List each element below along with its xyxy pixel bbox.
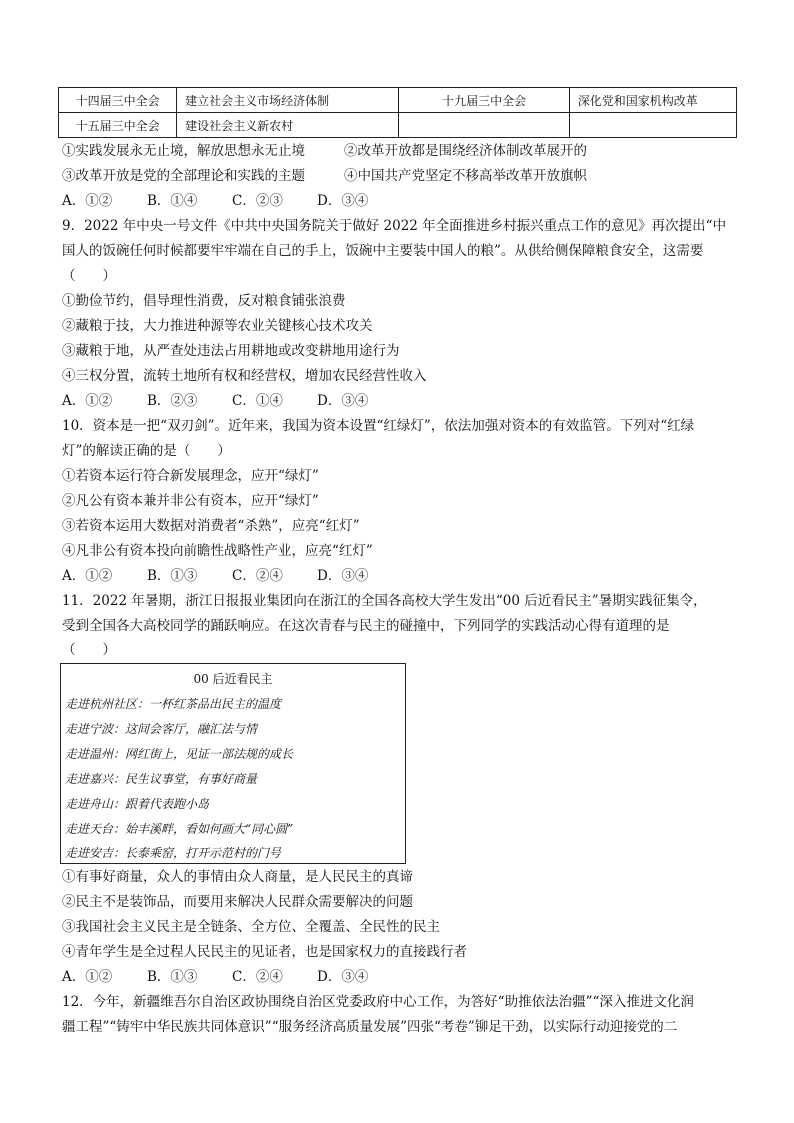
q8-statement-1: ①实践发展永无止境，解放思想永无止境 <box>62 143 305 159</box>
q10-statement-1: ①若资本运行符合新发展理念，应开“绿灯” <box>62 468 319 484</box>
option-b[interactable]: B．①③ <box>147 568 198 584</box>
q9-stem-line2: 国人的饭碗任何时候都要牢牢端在自己的手上，饭碗中主要装中国人的粮”。从供给侧保障粮食安全，这需要 <box>62 243 704 259</box>
material-box-row: 走进杭州社区：一杯红茶品出民主的温度 <box>65 697 282 711</box>
table-cell: 建设社会主义新农村 <box>177 113 399 138</box>
q9-options <box>62 390 368 412</box>
table-cell: 建立社会主义市场经济体制 <box>177 88 399 113</box>
material-box-row: 走进舟山：跟着代表跑小岛 <box>65 797 210 811</box>
option-a[interactable]: A．①② <box>62 568 113 584</box>
q12-stem-line1: 12．今年，新疆维吾尔自治区政协围绕自治区党委政府中心工作，为答好“助推依法治疆”“深入推进文化润 <box>62 994 694 1010</box>
table-row <box>59 88 737 113</box>
option-b[interactable]: B．①④ <box>147 193 198 209</box>
q10-options <box>62 565 368 587</box>
option-d[interactable]: D．③④ <box>317 393 369 409</box>
table-cell: 十九届三中全会 <box>399 88 569 113</box>
option-d[interactable]: D．③④ <box>317 969 369 985</box>
option-d[interactable]: D．③④ <box>317 568 369 584</box>
material-box-row: 走进安吉：长泰乘窑，打开示范村的门号 <box>65 846 282 860</box>
q11-stem-line1: 11．2022 年暑期，浙江日报报业集团向在浙江的全国各高校大学生发出“00 后近看民主”暑期实践征集令， <box>62 593 707 609</box>
q8-statements-row1 <box>62 140 587 162</box>
table-row <box>59 113 737 138</box>
reform-table <box>58 87 737 138</box>
q9-statement-4: ④三权分置，流转土地所有权和经营权，增加农民经营性收入 <box>62 368 427 384</box>
q8-statement-2: ②改革开放都是围绕经济体制改革展开的 <box>344 143 587 159</box>
q8-statement-3: ③改革开放是党的全部理论和实践的主题 <box>62 168 305 184</box>
option-a[interactable]: A．①② <box>62 969 113 985</box>
option-c[interactable]: C．②③ <box>232 193 283 209</box>
material-box-title: 00 后近看民主 <box>193 672 273 686</box>
q11-answer-blank: （ ） <box>62 642 116 658</box>
table-cell: 十五届三中全会 <box>59 113 177 138</box>
option-a[interactable]: A．①② <box>62 193 113 209</box>
option-c[interactable]: C．②④ <box>232 969 283 985</box>
q10-statement-3: ③若资本运用大数据对消费者“杀熟”，应亮“红灯” <box>62 518 360 534</box>
option-d[interactable]: D．③④ <box>317 193 369 209</box>
q10-statement-2: ②凡公有资本兼并非公有资本，应开“绿灯” <box>62 493 319 509</box>
q11-statement-2: ②民主不是装饰品，而要用来解决人民群众需要解决的问题 <box>62 894 413 910</box>
material-box-row: 走进天台：始丰溪畔，看如何画大“同心圆” <box>65 822 294 836</box>
option-b[interactable]: B．①③ <box>147 969 198 985</box>
q9-statement-3: ③藏粮于地，从严查处违法占用耕地或改变耕地用途行为 <box>62 343 400 359</box>
table-cell <box>399 113 569 138</box>
material-box-row: 走进温州：网红街上，见证一部法规的成长 <box>65 747 294 761</box>
table-cell <box>569 113 736 138</box>
q11-statement-3: ③我国社会主义民主是全链条、全方位、全覆盖、全民性的民主 <box>62 919 440 935</box>
table-cell: 深化党和国家机构改革 <box>569 88 736 113</box>
material-box-row: 走进宁波：这间会客厅，融汇法与情 <box>65 722 258 736</box>
q11-options <box>62 966 368 988</box>
q9-answer-blank: （ ） <box>62 268 116 284</box>
option-b[interactable]: B．②③ <box>147 393 198 409</box>
q10-stem-line2: 灯”的解读正确的是（ ） <box>62 443 231 459</box>
q11-statement-1: ①有事好商量，众人的事情由众人商量，是人民民主的真谛 <box>62 869 413 885</box>
q8-options <box>62 190 368 212</box>
material-box-row: 走进嘉兴：民生议事堂，有事好商量 <box>65 772 258 786</box>
q9-statement-1: ①勤俭节约，倡导理性消费，反对粮食铺张浪费 <box>62 293 346 309</box>
material-box <box>60 663 406 864</box>
option-c[interactable]: C．②④ <box>232 568 283 584</box>
table-cell: 十四届三中全会 <box>59 88 177 113</box>
q10-statement-4: ④凡非公有资本投向前瞻性战略性产业，应亮“红灯” <box>62 543 373 559</box>
q9-statement-2: ②藏粮于技，大力推进种源等农业关键核心技术攻关 <box>62 318 373 334</box>
q8-statements-row2 <box>62 165 587 187</box>
q8-statement-4: ④中国共产党坚定不移高举改革开放旗帜 <box>344 168 587 184</box>
q9-stem-line1: 9．2022 年中央一号文件《中共中央国务院关于做好 2022 年全面推进乡村振兴重点工作的意见》再次提出“中 <box>62 218 727 234</box>
q12-stem-line2: 疆工程”“铸牢中华民族共同体意识”“服务经济高质量发展”四张“考卷”铆足干劲，以实际行动迎接党的二 <box>62 1019 678 1035</box>
q10-stem-line1: 10．资本是一把“双刃剑”。近年来，我国为资本设置“红绿灯”，依法加强对资本的有效监管。下列对“红绿 <box>62 418 695 434</box>
option-c[interactable]: C．①④ <box>232 393 283 409</box>
q11-stem-line2: 受到全国各大高校同学的踊跃响应。在这次青春与民主的碰撞中，下列同学的实践活动心得有道理的是 <box>62 618 670 634</box>
option-a[interactable]: A．①② <box>62 393 113 409</box>
q11-statement-4: ④青年学生是全过程人民民主的见证者，也是国家权力的直接践行者 <box>62 944 467 960</box>
